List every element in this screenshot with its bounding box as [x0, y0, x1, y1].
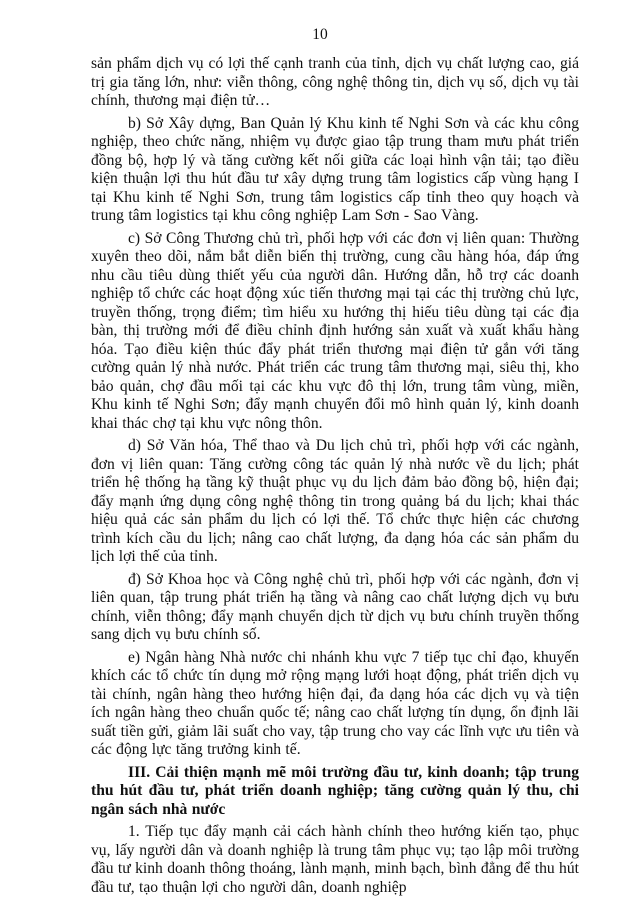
paragraph-dd-so-khoa-hoc: đ) Sở Khoa học và Công nghệ chủ trì, phối hợp với các ngành, đơn vị liên quan, tập trung phát triển hạ tầng và nâng cao chất lượng dịch vụ bưu chính, viễn thông; đẩy mạnh chuyển dịch từ dịch vụ bưu chính truyền thống sang dịch vụ bưu chính số.: [91, 570, 579, 643]
page-number: 10: [312, 26, 328, 43]
paragraph-b-so-xay-dung: b) Sở Xây dựng, Ban Quản lý Khu kinh tế Nghi Sơn và các khu công nghiệp, theo chức năng, nhiệm vụ được giao tập trung tham mưu phát triển đồng bộ, hợp lý và tăng cường kết nối giữa các loại hình vận tải; tạo điều kiện thuận lợi thu hút đầu tư xây dựng trung tâm logistics cấp vùng hạng I tại Khu kinh tế Nghi Sơn, trung tâm logistics cấp tỉnh theo quy hoạch và trung tâm logistics tại khu công nghiệp Lam Sơn - Sao Vàng.: [91, 114, 579, 224]
document-body: [91, 55, 579, 901]
paragraph-c-so-cong-thuong: c) Sở Công Thương chủ trì, phối hợp với các đơn vị liên quan: Thường xuyên theo dõi, nắm bắt diễn biến thị trường, cung cầu hàng hóa, đáp ứng nhu cầu tiêu dùng thiết yếu của người dân. Hướng dẫn, hỗ trợ các doanh nghiệp tổ chức các hoạt động xúc tiến thương mại tại các thị trường chủ lực, truyền thống, trọng điểm; tìm hiểu xu hướng thị hiếu tiêu dùng tại các địa bàn, thị trường mới để điều chỉnh định hướng sản xuất và xuất khẩu hàng hóa. Tạo điều kiện thúc đẩy phát triển thương mại điện tử gắn với tăng cường quản lý nhà nước. Phát triển các trung tâm thương mại, siêu thị, kho bảo quản, chợ đầu mối tại các khu vực đô thị lớn, trung tâm vùng, miền, Khu kinh tế Nghi Sơn; đẩy mạnh chuyển đổi mô hình quản lý, kinh doanh khai thác chợ tại khu vực nông thôn.: [91, 229, 579, 432]
section-heading-iii: III. Cải thiện mạnh mẽ môi trường đầu tư, kinh doanh; tập trung thu hút đầu tư, phát triển doanh nghiệp; tăng cường quản lý thu, chi ngân sách nhà nước: [91, 763, 579, 818]
paragraph-continuation: sản phẩm dịch vụ có lợi thế cạnh tranh của tỉnh, dịch vụ chất lượng cao, giá trị gia tăng lớn, như: viễn thông, công nghệ thông tin, dịch vụ số, dịch vụ tài chính, thương mại điện tử…: [91, 55, 579, 109]
paragraph-1-cai-cach-hanh-chinh: 1. Tiếp tục đẩy mạnh cải cách hành chính theo hướng kiến tạo, phục vụ, lấy người dân và doanh nghiệp là trung tâm phục vụ; tạo lập môi trường đầu tư kinh doanh thông thoáng, lành mạnh, minh bạch, bình đẳng để thu hút đầu tư, tạo thuận lợi cho người dân, doanh nghiệp: [91, 823, 579, 896]
paragraph-d-so-van-hoa: d) Sở Văn hóa, Thể thao và Du lịch chủ trì, phối hợp với các ngành, đơn vị liên quan: Tăng cường công tác quản lý nhà nước về du lịch; phát triển hệ thống hạ tầng kỹ thuật phục vụ du lịch đảm bảo đồng bộ, hiện đại; đẩy mạnh ứng dụng công nghệ thông tin trong quảng bá du lịch; khai thác hiệu quả các sản phẩm du lịch có lợi thế. Tổ chức thực hiện các chương trình kích cầu du lịch; nâng cao chất lượng, đa dạng hóa các sản phẩm du lịch lợi thế của tỉnh.: [91, 437, 579, 565]
paragraph-e-ngan-hang: e) Ngân hàng Nhà nước chi nhánh khu vực 7 tiếp tục chỉ đạo, khuyến khích các tổ chức tín dụng mở rộng mạng lưới hoạt động, phát triển dịch vụ tài chính, ngân hàng theo hướng hiện đại, đa dạng hóa các dịch vụ và tiện ích ngân hàng theo chuẩn quốc tế; nâng cao chất lượng tín dụng, ổn định lãi suất tiền gửi, giảm lãi suất cho vay, tập trung cho vay các lĩnh vực ưu tiên và các động lực tăng trưởng kinh tế.: [91, 648, 579, 758]
